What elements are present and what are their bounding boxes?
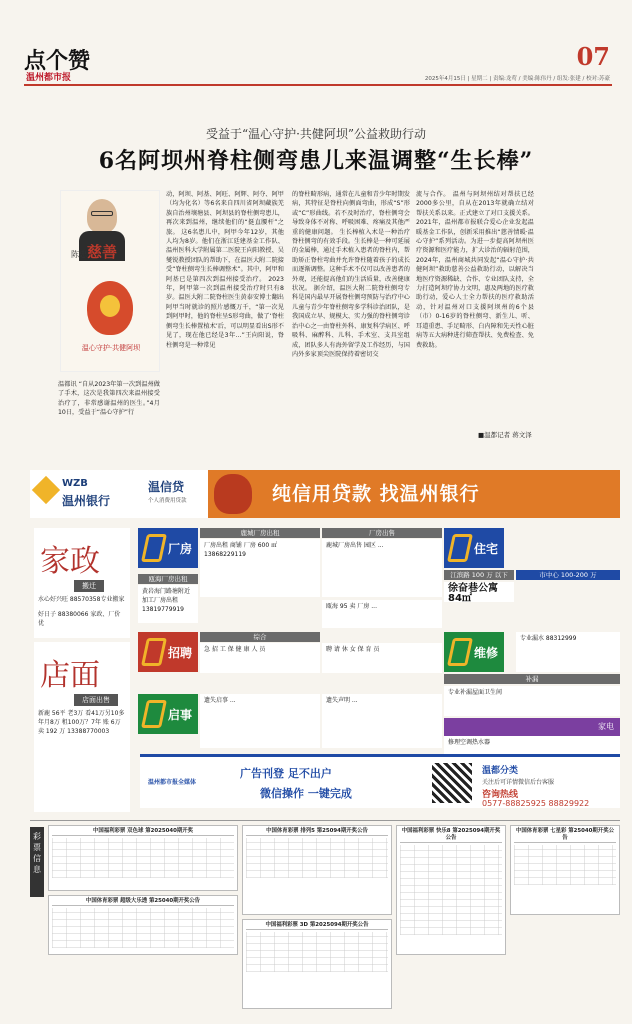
category-glyph-icon	[141, 534, 167, 562]
column-title: 点个赞	[24, 48, 91, 74]
bottom-ad	[140, 754, 620, 808]
band-changfang: 厂房	[138, 528, 198, 568]
listing: 厂房出租 商铺 厂房 600 ㎡ 13868229119	[200, 539, 320, 597]
sub-zhuzhai-2: 市中心 100-200 万	[516, 570, 620, 580]
article-column-0: 温都讯 “自从2023年第一次到温州做了手术，这次是我第四次来温州接受治疗了，非常感谢温州的医生。”4月10日，受益于“温心守护”行	[58, 381, 160, 417]
listing: 瓯海 95 卖 厂房 ...	[322, 600, 442, 628]
category-glyph-icon	[447, 534, 473, 562]
category-jiazheng	[34, 528, 130, 638]
article-column-1: 动，阿坝、阿基、阿旺、阿辉、阿夺、阿甲（均为化名）等6名来自四川省阿坝藏族羌族自治州壤塘县、阿坝县的脊柱侧弯患儿，再次来到温州，继续他们的“挺直腰杆”之旅。 这6名患儿中，阿甲今年12岁，其他人均为8岁。他们在浙江廷建基金工作队、温州医科大学附属第二医院王向阳教授、吴燮锐教授团队的帮助下，在温医大附二院接受“脊柱侧弯生长棒调整术”。其中，阿甲和阿基已是第四次到温州接受治疗。 2023年，阿甲第一次到温州接受治疗时只有8岁。温医大附二院脊柱医生黄泰安博士翻出阿甲当时就诊的照片感慨万千，“第一次见到阿甲时，他的脊柱呈S形弯曲，做了‘脊柱侧弯生长棒置植术’后，可以明显看出S形不见了，现在他已经是3年…”王向阳说，脊柱侧弯是一种常见	[166, 191, 284, 349]
article-kicker: 受益于“温心守护·共健阿坝”公益救助行动	[205, 127, 427, 141]
category-title: 家政	[40, 544, 100, 579]
media-label: 温州都市报全媒体	[148, 779, 197, 786]
lottery-side-label: 彩票信息	[30, 827, 44, 897]
listing: 水心好兴旺 88570358专业搬家	[38, 596, 125, 603]
lottery-block: 中国体育彩票 七星彩 第25040期开奖公告	[510, 825, 620, 915]
bank-product: 温信贷	[148, 480, 185, 494]
category-glyph-icon	[141, 700, 167, 728]
listing: 鹿城厂房出售 园区 ...	[322, 539, 442, 597]
listing: 专业漏水 88312999	[516, 632, 620, 672]
listing: 新鹿 56平 老3万 看41万另10多年月8万 租100万？7年 账 6万 卖 192 万 13388770003	[38, 710, 125, 735]
category-sub: 店面出售	[74, 694, 118, 706]
ad-line-1: 广告刊登 足不出户	[240, 767, 332, 780]
charity-emblem-icon	[87, 281, 133, 335]
article-byline: ■温都记者 蒋文泽	[478, 431, 532, 439]
band-jiadian: 家电	[444, 718, 620, 736]
category-sub: 搬迁	[74, 580, 104, 592]
band-weixiu: 维修	[444, 632, 504, 672]
category-dianmian	[34, 642, 130, 812]
ad-right-sub: 关注后可详情微信后台客服	[482, 779, 555, 786]
listing: 徐奋巷公寓 84㎡	[444, 582, 514, 602]
bank-slogan: 纯信用贷款 找温州银行	[272, 483, 480, 505]
photo-signature: 陈忠慈善	[71, 243, 118, 261]
paper-name: 温州都市报	[26, 73, 72, 83]
category-title: 店面	[40, 658, 100, 693]
lottery-block: 中国体育彩票 排列5 第25094期开奖公告	[242, 825, 392, 915]
header-rule	[24, 84, 612, 86]
sub-zhuzhai: 江滨路 100 万 以下	[444, 570, 514, 580]
page-header	[10, 40, 622, 90]
qr-code-icon[interactable]	[432, 763, 472, 803]
hotline-label: 咨询热线	[482, 790, 519, 800]
listing: 聘 请 休 女 保 育 员	[322, 643, 442, 673]
listing: 专业补漏屋面卫生间	[444, 686, 620, 716]
listing: 遗失声明 ...	[322, 694, 442, 748]
band-qishi: 启事	[138, 694, 198, 734]
article-photo	[60, 190, 160, 372]
listing: 好日子 88380066 家政、厂价优	[38, 611, 121, 627]
listing: 黄岩海门路塘附近加工厂房出租 13819779919	[138, 585, 198, 623]
listing: 急 招 工 保 健 康 人 员	[200, 643, 320, 673]
portrait-icon	[87, 199, 117, 233]
lottery-block: 中国福利彩票 快乐8 第2025094期开奖公告	[396, 825, 506, 955]
article-column-2: 的脊柱畸形病，通常在儿童和青少年时期发病，其特征是脊柱向侧面弯曲，形成“S”形或“C”形曲线。若不及时治疗，脊柱侧弯会导致身体不对称、呼吸困难、疼痛及其他严重的健康问题。 生长棒植入术是一种治疗脊柱侧弯的有效手段。生长棒是一种可延展的金属棒，通过手术植入患者的脊柱内，帮助矫正脊柱弯曲并允许脊柱随着孩子的成长而逐渐调整。这种手术不仅可以改善患者的外观，还能提高他们的生活质量，改善健康状况。 据介绍，温医大附二院脊柱侧弯专科是国内最早开展脊柱侧弯预防与治疗中心儿童与青少年脊柱侧弯多学科诊治团队，是我国成立早、规模大、实力强的脊柱侧弯诊治中心之一由脊柱外科、康复科学病区、呼吸科、麻醉科、儿科、手术室、支具室组成，团队多人有海外留学及工作经历，与国内外多家顶尖医院保持着密切交	[292, 191, 410, 358]
listing: 修理空调热水器	[444, 736, 620, 754]
sub-changfang-left: 鹿城厂房出租	[200, 528, 320, 538]
bank-code: WZB	[62, 478, 88, 489]
article-column-3: 流与合作。 温州与阿坝州结对帮扶已经2000多公里，自从在2013年就确立结对帮扶关系以来。正式建立了对口支援关系。2021年，温州都市报联合爱心企业发起温暖基金工作队，创新采用推出“慈善情暖·温心守护”系列活动。为进一步提高阿坝州医疗资源和医疗能力，扩大诊治的辐射范围，2024年，温州商城共同发起“温心守护·共健阿坝”救助慈善公益救助行动，以解决当地医疗资源稀缺、合作、专业团队支持，全力打造阿坝疗协力文明，惠及两地的医疗救助行动，爱心人士全力帮扶的医疗救助活动，针对温州对口支援阿坝州的6个县（市）0-16岁的脊柱侧弯、新生儿、听、耳道重患、手足畸形、白内障和先天性心脏病等五大病种进行筛查帮扶、免费检查、免费救助。	[416, 191, 534, 349]
sub-weixiu: 补漏	[444, 674, 620, 684]
lottery-block: 中国福利彩票 双色球 第2025040期开奖	[48, 825, 238, 891]
mascot-icon	[214, 474, 252, 514]
sub-changfang-left2: 瓯海厂房出租	[138, 574, 198, 584]
category-glyph-icon	[141, 638, 167, 666]
category-glyph-icon	[447, 638, 473, 666]
listing: 遗失启事 ...	[200, 694, 320, 748]
ad-line-2: 微信操作 一键完成	[260, 787, 352, 800]
bank-product-sub: 个人消费用贷款	[148, 498, 187, 504]
photo-slogan: 温心守护·共健阿坝	[81, 344, 141, 352]
bank-name: 温州银行	[62, 494, 111, 508]
page-number: 07	[576, 42, 610, 71]
ad-right-title: 温都分类	[482, 766, 519, 776]
sub-changfang-mid: 厂房出售	[322, 528, 442, 538]
hotline-number: 0577-88825925 88829922	[482, 799, 590, 808]
article-headline: 6名阿坝州脊柱侧弯患儿来温调整“生长棒”	[98, 148, 534, 174]
lottery-section	[30, 820, 620, 1016]
lottery-block: 中国福利彩票 3D 第2025094期开奖公告	[242, 919, 392, 1009]
lottery-block: 中国体育彩票 超级大乐透 第25040期开奖公告	[48, 895, 238, 955]
band-zhuzhai: 住宅	[444, 528, 504, 568]
bank-logo-icon	[32, 476, 60, 504]
bank-banner	[208, 470, 620, 518]
band-zhaopin: 招聘	[138, 632, 198, 672]
issue-meta: 2025年4月15日 | 星期二 | 责编:龙莺 / 美编:陈伟丹 / 组发:张建 / 校对:苏豪	[424, 76, 610, 82]
bank-ad	[30, 470, 620, 518]
sub-zhaopin: 综合	[200, 632, 320, 642]
